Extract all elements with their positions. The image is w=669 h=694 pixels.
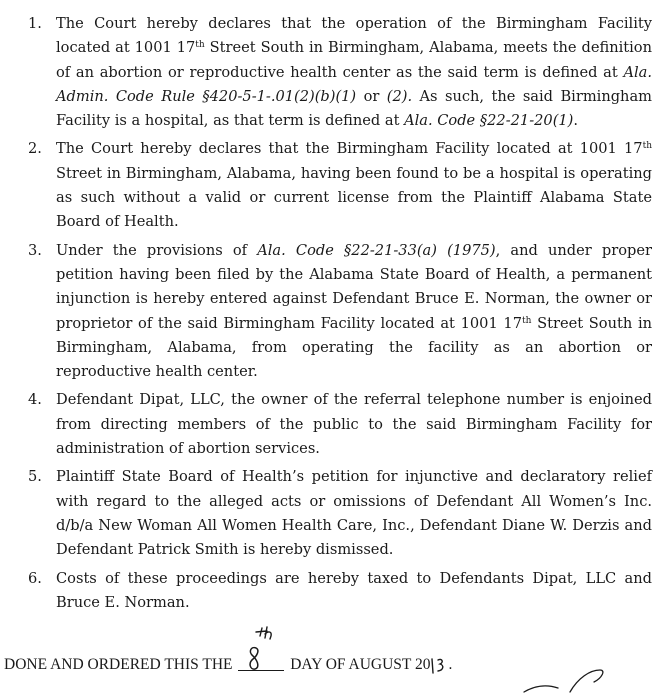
- legal-citation: Ala. Code §22-21-20(1): [404, 112, 574, 130]
- done-and-ordered-line: [4, 655, 452, 677]
- order-text: , and under proper petition having been filed by the Alabama State Board of Health, a permanent injunction is hereby entered against Defendant Bruce E. Norman, the owner or proprietor of the said Birmingham Facility located at 1001 17: [56, 241, 652, 332]
- day-blank: [238, 656, 284, 671]
- closing-prefix: DONE AND ORDERED THIS THE: [4, 656, 233, 673]
- order-item-3: [28, 239, 652, 385]
- order-number: 3.: [28, 241, 42, 259]
- judge-signature: [520, 664, 610, 694]
- order-number: 5.: [28, 468, 42, 486]
- order-text: Defendant Dipat, LLC, the owner of the referral telephone number is enjoined from directing members of the public to the said Birmingham Facility for administration of abortion services.: [56, 391, 652, 458]
- order-item-1: [28, 12, 652, 133]
- order-text: Under the provisions of: [56, 241, 258, 259]
- handwritten-day: [238, 626, 284, 674]
- closing-suffix: .: [448, 656, 453, 673]
- ordinal-suffix: th: [195, 40, 205, 51]
- order-text: Plaintiff State Board of Health’s petition for injunctive and declaratory relief with regard to the alleged acts or omissions of Defendant All Women’s Inc. d/b/a New Woman All Women Health Care, Inc., Defendant Diane W. Derzis and Defendant Patrick Smith is hereby dismissed.: [56, 468, 652, 559]
- order-item-6: [28, 567, 652, 616]
- ordinal-suffix: th: [522, 315, 532, 326]
- closing-middle: DAY OF AUGUST 20: [290, 656, 431, 673]
- order-text: Street in Birmingham, Alabama, having been found to be a hospital is operating as such without a valid or current license from the Plaintiff Alabama State Board of Health.: [56, 164, 652, 231]
- ordinal-suffix: th: [642, 141, 652, 152]
- order-text: Costs of these proceedings are hereby taxed to Defendants Dipat, LLC and Bruce E. Norman.: [56, 569, 652, 611]
- order-item-5: [28, 465, 652, 562]
- order-number: 4.: [28, 391, 42, 409]
- handwritten-year: [430, 655, 448, 677]
- order-text: Street South in Birmingham, Alabama, meets the definition of an abortion or reproductive health center as the said term is defined at: [56, 39, 652, 81]
- order-number: 2.: [28, 140, 42, 158]
- order-text: As such, the said Birmingham Facility is a hospital, as that term is defined at: [56, 87, 652, 130]
- order-number: 6.: [28, 569, 42, 587]
- order-list: [28, 12, 652, 619]
- order-text: The Court hereby declares that the Birmingham Facility located at 1001 17: [56, 140, 643, 158]
- order-text: .: [573, 112, 579, 130]
- order-text: Street South in Birmingham, Alabama, from operating the facility as an abortion or reproductive health center.: [56, 314, 653, 381]
- legal-citation: (2).: [386, 87, 413, 105]
- legal-citation: Ala. Admin. Code Rule §420-5-1-.01(2)(b)(1): [56, 63, 652, 105]
- order-item-4: [28, 388, 652, 461]
- order-text: or: [356, 87, 387, 105]
- order-number: 1.: [28, 15, 42, 32]
- order-item-2: [28, 137, 652, 234]
- order-text: The Court hereby declares that the operation of the Birmingham Facility located at 1001 17: [56, 15, 652, 57]
- legal-citation: Ala. Code §22-21-33(a) (1975): [257, 241, 496, 259]
